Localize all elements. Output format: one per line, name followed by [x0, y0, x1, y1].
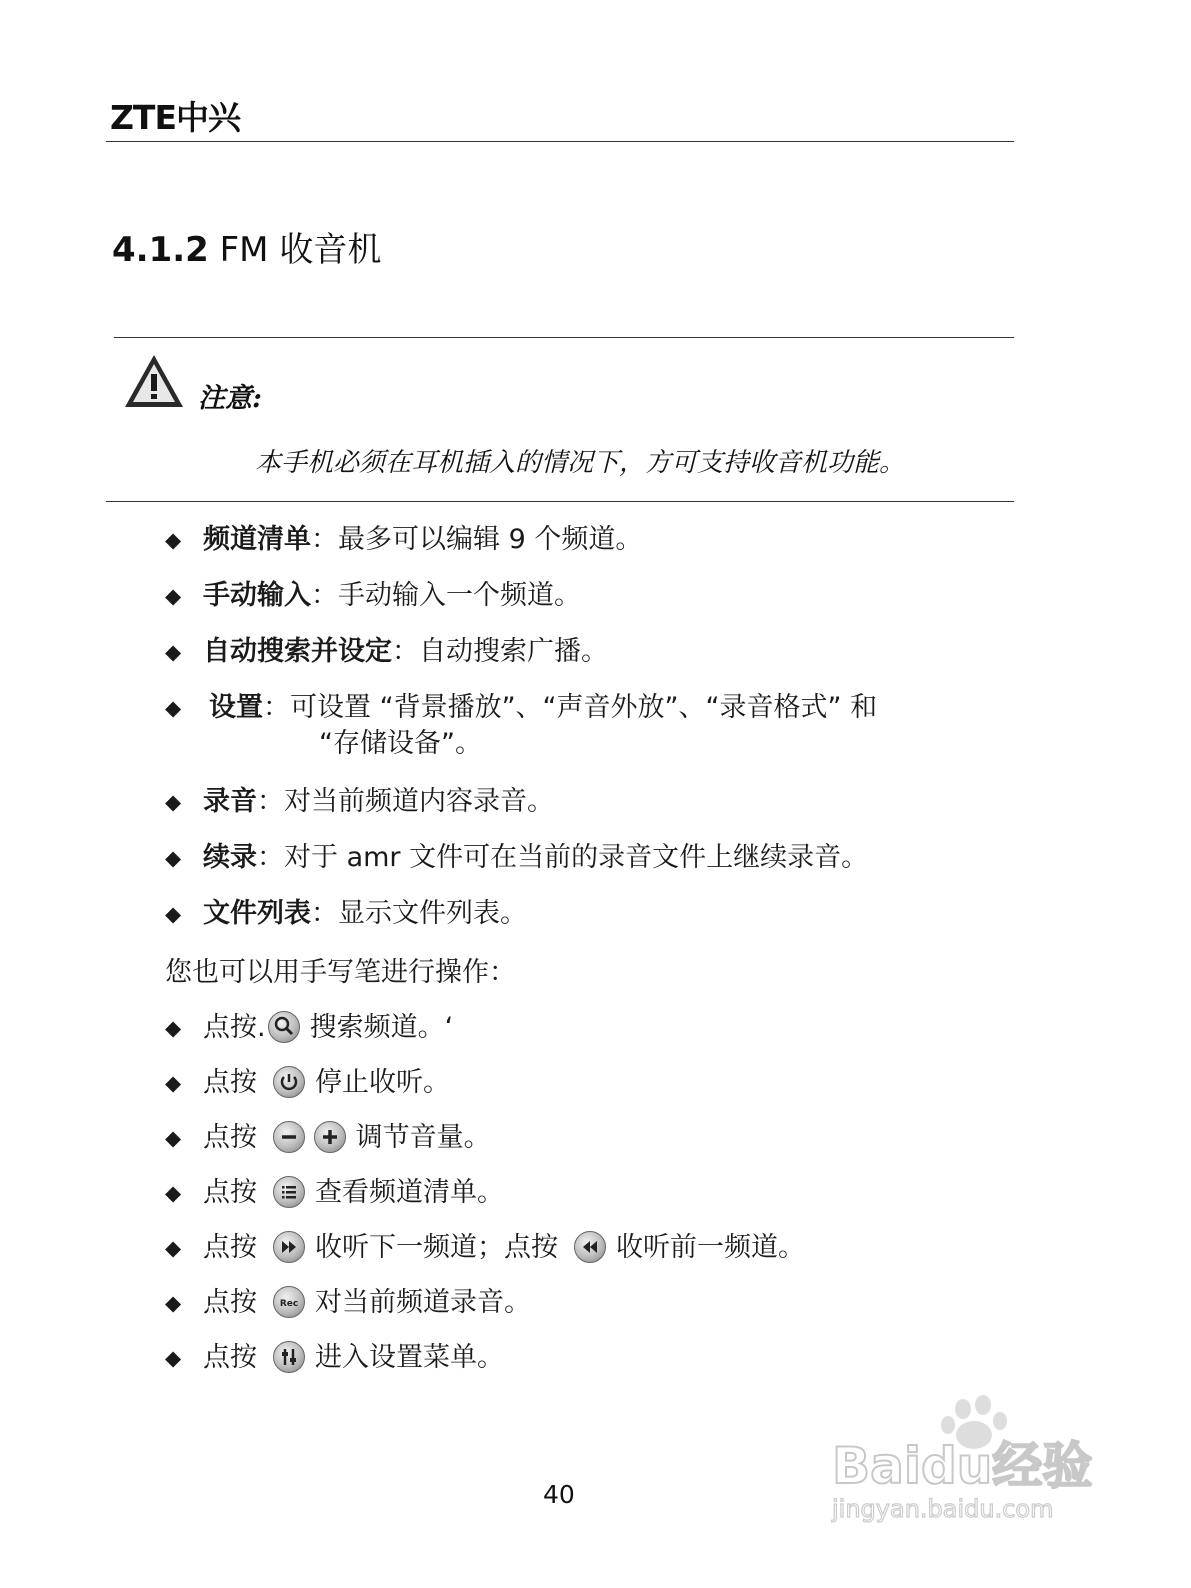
feature-term: 频道清单: [203, 524, 311, 555]
list-item: [165, 1120, 805, 1175]
list-item: [165, 1285, 805, 1340]
diamond-bullet-icon: ◆: [165, 1291, 182, 1315]
baidu-watermark-logo: [828, 1395, 1108, 1525]
list-item: [165, 578, 1025, 634]
diamond-bullet-icon: ◆: [165, 1071, 182, 1095]
op-text: 调节音量。: [355, 1122, 491, 1153]
next-channel-icon[interactable]: [273, 1231, 305, 1263]
list-item: [165, 840, 1025, 896]
header-rule: [106, 141, 1014, 142]
op-text: 对当前频道录音。: [315, 1287, 531, 1318]
volume-minus-plus-icon: [273, 1120, 346, 1162]
op-text: 进入设置菜单。: [315, 1342, 504, 1373]
notice-label: 注意:: [198, 383, 262, 414]
feature-desc: ：显示文件列表。: [311, 898, 527, 929]
list-item: [165, 784, 1025, 840]
diamond-bullet-icon: ◆: [165, 846, 182, 870]
list-item: [165, 1065, 805, 1120]
list-item: [165, 1230, 805, 1285]
op-prefix: 点按.: [203, 1012, 266, 1043]
op-text-2: 收听前一频道。: [616, 1232, 805, 1263]
warning-icon: [122, 352, 186, 410]
page-number: 40: [543, 1480, 575, 1509]
section-number: 4.1.2: [112, 230, 209, 270]
feature-list: [165, 522, 1025, 952]
feature-desc: ：自动搜索广播。: [392, 636, 608, 667]
power-icon[interactable]: [273, 1066, 305, 1098]
volume-plus-icon[interactable]: [314, 1121, 346, 1153]
list-item: [165, 1175, 805, 1230]
diamond-bullet-icon: ◆: [165, 528, 182, 552]
op-prefix: 点按: [203, 1287, 257, 1318]
op-prefix: 点按: [203, 1067, 257, 1098]
volume-minus-icon[interactable]: [273, 1121, 305, 1153]
op-prefix: 点按: [203, 1122, 257, 1153]
diamond-bullet-icon: ◆: [165, 640, 182, 664]
op-prefix: 点按: [203, 1177, 257, 1208]
feature-term: 手动输入: [203, 580, 311, 611]
list-item: [165, 690, 1025, 784]
feature-desc: ：可设置 “背景播放”、“声音外放”、“录音格式” 和: [263, 692, 878, 723]
operation-list: [165, 1010, 805, 1395]
op-prefix: 点按: [203, 1342, 257, 1373]
op-text: 停止收听。: [315, 1067, 450, 1098]
brand-logo: ZTE中兴: [110, 98, 240, 137]
diamond-bullet-icon: ◆: [165, 696, 182, 720]
feature-desc: ：对当前频道内容录音。: [257, 786, 554, 817]
diamond-bullet-icon: ◆: [165, 1236, 182, 1260]
op-prefix: 点按: [203, 1232, 257, 1263]
stylus-intro: 您也可以用手写笔进行操作：: [165, 957, 516, 988]
previous-channel-icon[interactable]: [574, 1231, 606, 1263]
op-text: 搜索频道。‘: [309, 1012, 454, 1043]
feature-term: 录音: [203, 786, 257, 817]
watermark-text: Baidu经验: [832, 1437, 1093, 1495]
list-item: [165, 1340, 805, 1395]
diamond-bullet-icon: ◆: [165, 1181, 182, 1205]
section-heading: [112, 222, 381, 271]
diamond-bullet-icon: ◆: [165, 790, 182, 814]
record-icon-label: Rec: [279, 1299, 299, 1309]
op-text: 查看频道清单。: [315, 1177, 504, 1208]
notice-text: 本手机必须在耳机插入的情况下，方可支持收音机功能。: [255, 448, 906, 478]
feature-term: 续录: [203, 842, 257, 873]
list-item: [165, 522, 1025, 578]
notice-top-rule: [114, 337, 1014, 338]
diamond-bullet-icon: ◆: [165, 584, 182, 608]
section-title-text: FM 收音机: [219, 230, 382, 270]
feature-desc: ：手动输入一个频道。: [311, 580, 581, 611]
diamond-bullet-icon: ◆: [165, 1126, 182, 1150]
feature-desc: ：对于 amr 文件可在当前的录音文件上继续录音。: [257, 842, 869, 873]
op-text: 收听下一频道；点按: [315, 1232, 558, 1263]
record-icon[interactable]: [273, 1286, 305, 1318]
watermark-url: jingyan.baidu.com: [832, 1495, 1054, 1523]
settings-icon[interactable]: [273, 1341, 305, 1373]
notice-bottom-rule: [106, 501, 1014, 502]
feature-term: 自动搜索并设定: [203, 636, 392, 667]
feature-term: 设置: [209, 692, 263, 723]
list-item: [165, 1010, 805, 1065]
diamond-bullet-icon: ◆: [165, 1346, 182, 1370]
feature-desc: ：最多可以编辑 9 个频道。: [311, 524, 643, 555]
channel-list-icon[interactable]: [273, 1176, 305, 1208]
feature-desc-continued: “存储设备”。: [319, 728, 482, 759]
search-icon[interactable]: [268, 1011, 300, 1043]
feature-term: 文件列表: [203, 898, 311, 929]
list-item: [165, 634, 1025, 690]
diamond-bullet-icon: ◆: [165, 902, 182, 926]
list-item: [165, 896, 1025, 952]
diamond-bullet-icon: ◆: [165, 1016, 182, 1040]
